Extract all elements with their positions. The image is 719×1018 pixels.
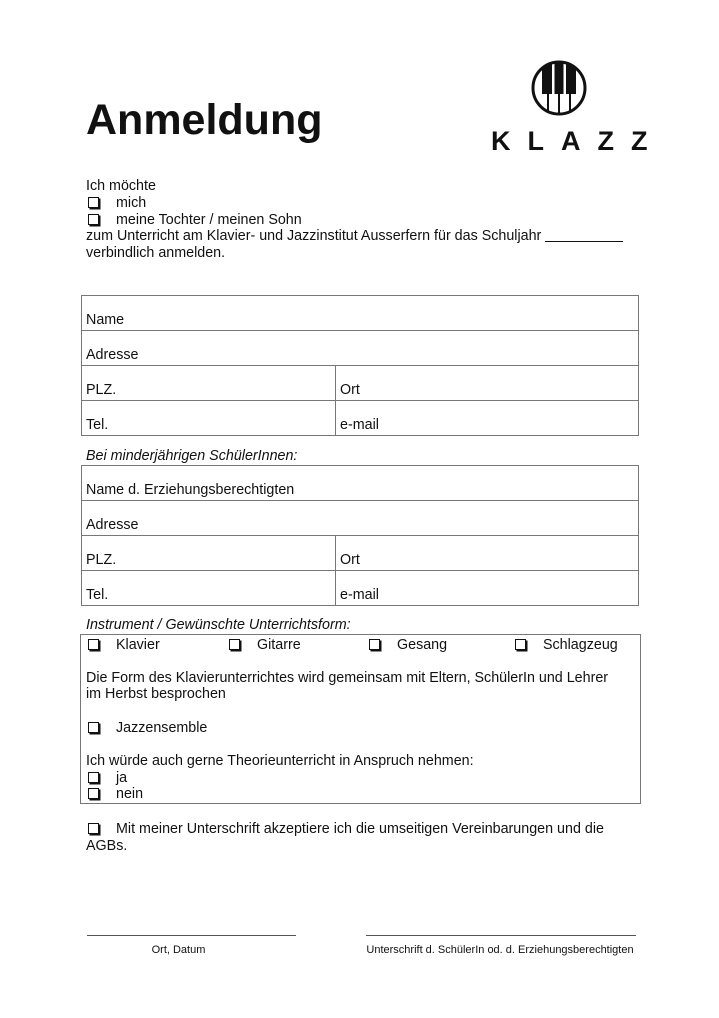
guardian-phone-field[interactable]: Tel. — [82, 571, 336, 606]
instrument-option-gitarre[interactable] — [227, 637, 301, 654]
ensemble-option[interactable] — [86, 720, 207, 737]
guardian-zip-field[interactable]: PLZ. — [82, 536, 336, 571]
intro-sentence: zum Unterricht am Klavier- und Jazzinstitut Ausserfern für das Schuljahr — [86, 228, 542, 245]
guardian-form-table — [81, 465, 639, 606]
student-form-table — [81, 295, 639, 436]
instrument-label: Gitarre — [257, 637, 301, 653]
instrument-option-klavier[interactable] — [86, 637, 160, 654]
place-date-line[interactable] — [87, 935, 296, 936]
checkbox-icon[interactable] — [88, 772, 99, 783]
checkbox-icon[interactable] — [88, 639, 99, 650]
guardian-city-field[interactable]: Ort — [336, 536, 639, 571]
checkbox-icon[interactable] — [369, 639, 380, 650]
piano-keys-circle-icon — [529, 58, 589, 118]
student-name-field[interactable]: Name — [82, 296, 639, 331]
checkbox-icon[interactable] — [88, 214, 99, 225]
student-city-field[interactable]: Ort — [336, 366, 639, 401]
instrument-option-schlagzeug[interactable] — [513, 637, 618, 654]
checkbox-icon[interactable] — [88, 722, 99, 733]
instrument-heading: Instrument / Gewünschte Unterrichtsform: — [86, 617, 351, 633]
student-zip-field[interactable]: PLZ. — [82, 366, 336, 401]
theory-option-label: nein — [116, 786, 144, 802]
instrument-label: Schlagzeug — [543, 637, 618, 653]
student-email-field[interactable]: e-mail — [336, 401, 639, 436]
logo-wordmark: KLAZZ — [491, 126, 665, 156]
agreement-line2: AGBs. — [86, 838, 128, 854]
place-date-label: Ort, Datum — [151, 944, 206, 956]
option-child-label: meine Tochter / meinen Sohn — [116, 211, 302, 228]
checkbox-icon[interactable] — [88, 788, 99, 799]
theory-option-label: ja — [116, 770, 128, 786]
theory-option-ja[interactable] — [86, 770, 127, 787]
guardian-name-field[interactable]: Name d. Erziehungsberechtigten — [82, 466, 639, 501]
agreement-line1: Mit meiner Unterschrift akzeptiere ich die umseitigen Vereinbarungen und die — [116, 821, 604, 837]
agreement-option[interactable] — [86, 821, 604, 855]
signature-line[interactable] — [366, 935, 636, 936]
instrument-option-gesang[interactable] — [367, 637, 447, 654]
option-self[interactable] — [86, 195, 623, 212]
checkbox-icon[interactable] — [229, 639, 240, 650]
instrument-label: Gesang — [397, 637, 448, 653]
student-address-field[interactable]: Adresse — [82, 331, 639, 366]
student-phone-field[interactable]: Tel. — [82, 401, 336, 436]
guardian-address-field[interactable]: Adresse — [82, 501, 639, 536]
page-title: Anmeldung — [86, 96, 323, 144]
theory-option-nein[interactable] — [86, 786, 143, 803]
checkbox-icon[interactable] — [88, 197, 99, 208]
ensemble-label: Jazzensemble — [116, 720, 208, 736]
intro-lead: Ich möchte — [86, 178, 156, 194]
guardian-email-field[interactable]: e-mail — [336, 571, 639, 606]
instrument-box — [80, 634, 641, 804]
intro-block — [86, 178, 623, 262]
signature-label: Unterschrift d. SchülerIn od. d. Erziehungsberechtigten — [366, 944, 634, 956]
option-self-label: mich — [116, 194, 147, 211]
checkbox-icon[interactable] — [88, 823, 99, 834]
option-child[interactable] — [86, 212, 623, 229]
instrument-label: Klavier — [116, 637, 160, 653]
piano-note-line1: Die Form des Klavierunterrichtes wird gemeinsam mit Eltern, SchülerIn und Lehrer — [86, 670, 609, 686]
checkbox-icon[interactable] — [515, 639, 526, 650]
school-year-blank[interactable] — [545, 229, 623, 242]
theory-question: Ich würde auch gerne Theorieunterricht in Anspruch nehmen: — [86, 753, 474, 769]
intro-closing: verbindlich anmelden. — [86, 245, 226, 262]
piano-note-line2: im Herbst besprochen — [86, 686, 226, 702]
klazz-logo — [490, 58, 665, 158]
guardian-heading: Bei minderjährigen SchülerInnen: — [86, 448, 298, 464]
